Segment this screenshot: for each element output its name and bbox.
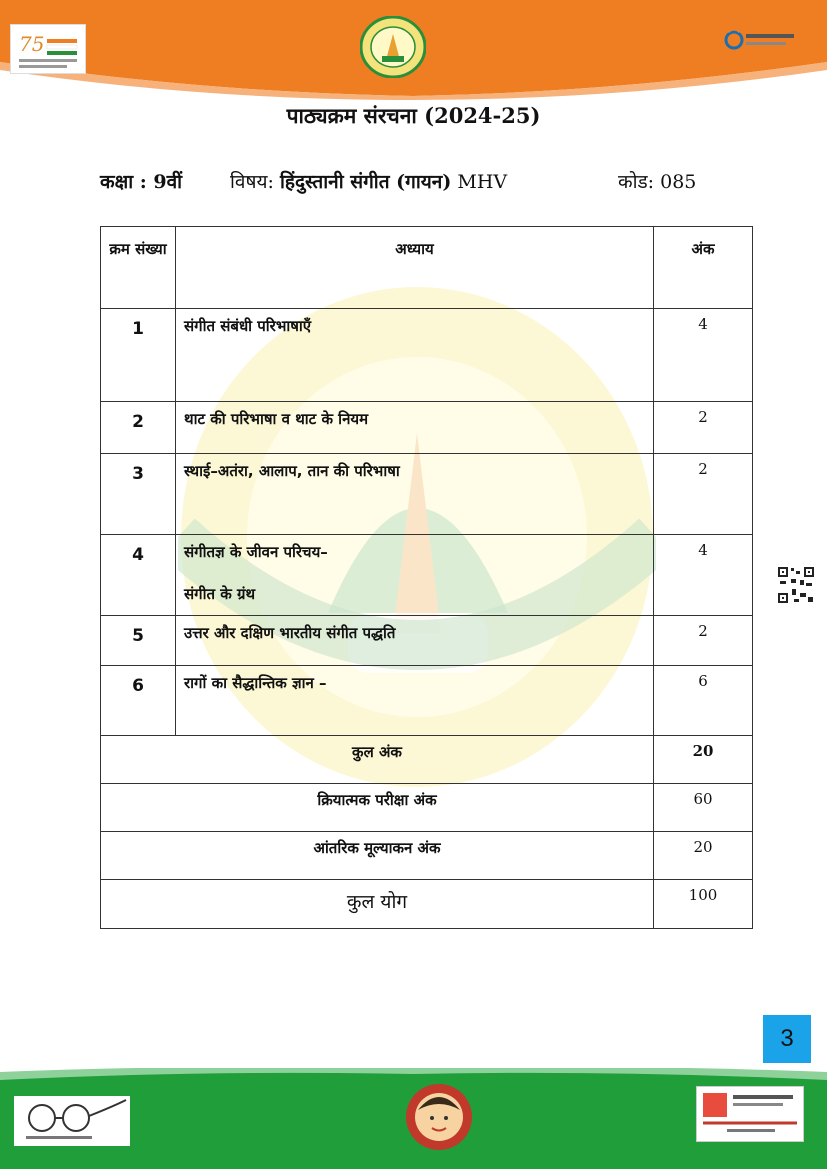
row-number: 6 <box>101 666 176 736</box>
table-row <box>101 616 753 666</box>
row-chapter: संगीतज्ञ के जीवन परिचय– <box>184 543 328 561</box>
subject-value: हिंदुस्तानी संगीत (गायन) <box>279 171 452 193</box>
subject-code: कोड: 085 <box>618 171 697 193</box>
row-marks: 2 <box>654 616 753 666</box>
table-row <box>101 309 753 402</box>
total-label: कुल अंक <box>101 736 654 784</box>
row-number: 5 <box>101 616 176 666</box>
class-label: कक्षा : 9वीं <box>100 171 183 193</box>
header-marks: अंक <box>654 227 753 309</box>
grand-total-row <box>101 880 753 929</box>
row-chapter: उत्तर और दक्षिण भारतीय संगीत पद्धति <box>176 616 654 666</box>
syllabus-table <box>100 226 752 929</box>
practical-marks: 60 <box>654 784 753 832</box>
internal-row <box>101 832 753 880</box>
digital-india-logo <box>722 22 800 56</box>
page-number-badge: 3 <box>763 1015 811 1063</box>
total-row <box>101 736 753 784</box>
row-number: 3 <box>101 454 176 535</box>
header-chapter: अध्याय <box>176 227 654 309</box>
practical-label: क्रियात्मक परीक्षा अंक <box>101 784 654 832</box>
row-number: 1 <box>101 309 176 402</box>
row-marks: 2 <box>654 402 753 454</box>
row-number: 4 <box>101 535 176 616</box>
qr-code[interactable] <box>776 565 816 605</box>
row-chapter-cell <box>176 535 654 616</box>
practical-row <box>101 784 753 832</box>
row-chapter: स्थाई–अतंरा, आलाप, तान की परिभाषा <box>176 454 654 535</box>
page-title: पाठ्यक्रम संरचना (2024-25) <box>286 103 541 128</box>
row-chapter: संगीत संबंधी परिभाषाएँ <box>176 309 654 402</box>
header-band <box>0 0 827 100</box>
shiksha-ka-adhikar-logo <box>696 1086 804 1142</box>
footer-band <box>0 1068 827 1169</box>
row-marks: 4 <box>654 535 753 616</box>
table-header-row <box>101 227 753 309</box>
grand-total-marks: 100 <box>654 880 753 929</box>
internal-marks: 20 <box>654 832 753 880</box>
beti-bachao-logo <box>404 1080 474 1154</box>
header-serial: क्रम संख्या <box>101 227 176 309</box>
table-row <box>101 402 753 454</box>
table-row <box>101 666 753 736</box>
row-chapter-sub: संगीत के ग्रंथ <box>184 585 256 603</box>
internal-label: आंतरिक मूल्याकन अंक <box>101 832 654 880</box>
subject-line <box>230 168 507 194</box>
table-row <box>101 535 753 616</box>
subject-code-short: MHV <box>457 171 508 193</box>
subject-label: विषय: <box>230 171 274 193</box>
azadi-amrit-mahotsav-logo <box>10 24 86 74</box>
grand-total-label: कुल योग <box>101 880 654 929</box>
row-chapter: रागों का सैद्धान्तिक ज्ञान – <box>176 666 654 736</box>
svg-text:75: 75 <box>19 32 45 56</box>
row-marks: 2 <box>654 454 753 535</box>
table-row <box>101 454 753 535</box>
total-marks: 20 <box>654 736 753 784</box>
row-marks: 6 <box>654 666 753 736</box>
row-marks: 4 <box>654 309 753 402</box>
row-number: 2 <box>101 402 176 454</box>
swachh-bharat-logo <box>14 1096 130 1146</box>
row-chapter: थाट की परिभाषा व थाट के नियम <box>176 402 654 454</box>
board-seal-logo <box>360 16 426 78</box>
